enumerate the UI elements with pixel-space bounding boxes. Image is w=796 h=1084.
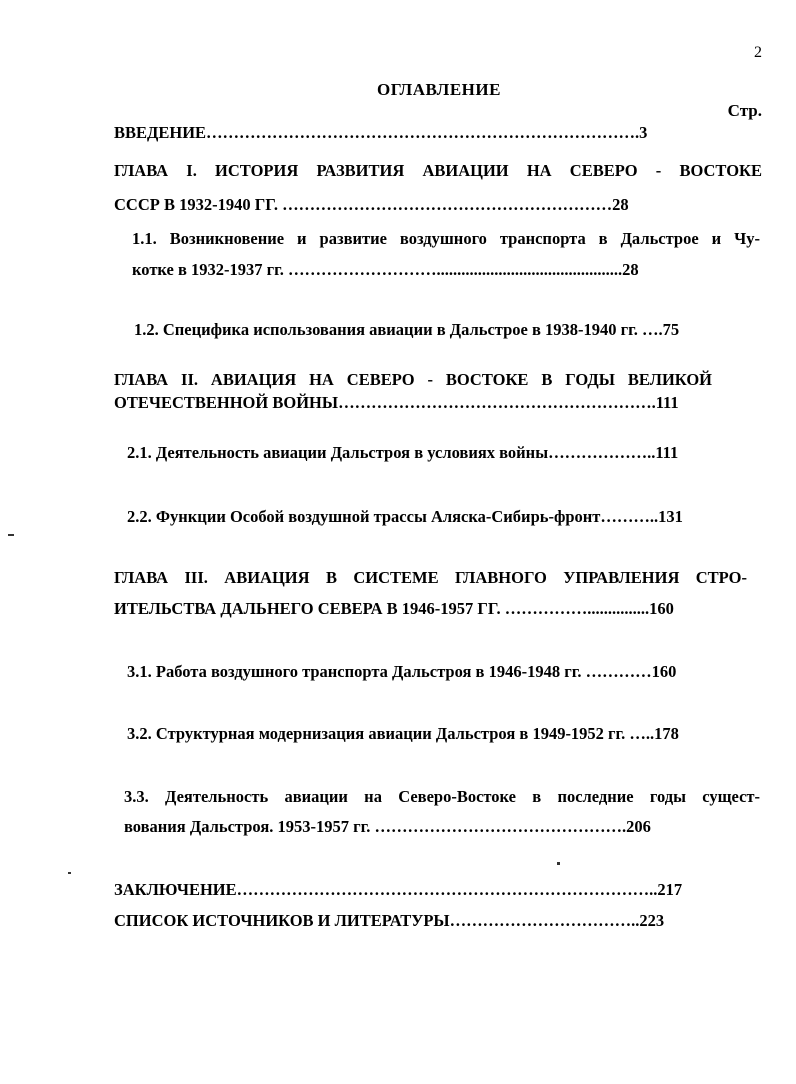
toc-section-2-2: 2.2. Функции Особой воздушной трассы Аляска-Сибирь-фронт………..131	[127, 507, 683, 526]
toc-section-1-1-line-1: 1.1. Возникновение и развитие воздушного транспорта в Дальстрое и Чу-	[132, 229, 760, 248]
toc-section-1-1-line-2: котке в 1932-1937 гг. ……………………….............................................28	[132, 260, 639, 279]
toc-chapter-2-line-2: ОТЕЧЕСТВЕННОЙ ВОЙНЫ………………………………………………….111	[114, 393, 679, 412]
scan-speck	[68, 872, 71, 874]
toc-chapter-1-line-2: СССР В 1932-1940 ГГ. ……………………………………………………28	[114, 195, 629, 214]
toc-chapter-3-line-2: ИТЕЛЬСТВА ДАЛЬНЕГО СЕВЕРА В 1946-1957 ГГ. ……………...............160	[114, 599, 674, 618]
toc-title: ОГЛАВЛЕНИЕ	[377, 80, 501, 99]
page-number: 2	[754, 44, 762, 61]
page-column-header: Стр.	[727, 101, 762, 120]
toc-entry-conclusion: ЗАКЛЮЧЕНИЕ…………………………………………………………………..217	[114, 880, 683, 899]
toc-section-3-3-line-1: 3.3. Деятельность авиации на Северо-Востоке в последние годы сущест-	[124, 787, 760, 806]
toc-section-3-3-line-2: вования Дальстроя. 1953-1957 гг. ……………………………………….206	[124, 817, 651, 836]
toc-section-3-2: 3.2. Структурная модернизация авиации Дальстроя в 1949-1952 гг. …..178	[127, 724, 679, 743]
toc-entry-introduction: ВВЕДЕНИЕ…………………………………………………………………….3	[114, 123, 648, 142]
toc-chapter-3-line-1: ГЛАВА III. АВИАЦИЯ В СИСТЕМЕ ГЛАВНОГО УПРАВЛЕНИЯ СТРО-	[114, 568, 747, 587]
toc-entry-bibliography: СПИСОК ИСТОЧНИКОВ И ЛИТЕРАТУРЫ……………………………..223	[114, 911, 665, 930]
toc-chapter-2-line-1: ГЛАВА II. АВИАЦИЯ НА СЕВЕРО - ВОСТОКЕ В ГОДЫ ВЕЛИКОЙ	[114, 370, 712, 389]
toc-chapter-1-line-1: ГЛАВА I. ИСТОРИЯ РАЗВИТИЯ АВИАЦИИ НА СЕВЕРО - ВОСТОКЕ	[114, 161, 762, 180]
scan-speck	[8, 534, 14, 536]
toc-section-1-2: 1.2. Специфика использования авиации в Дальстрое в 1938-1940 гг. ….75	[134, 320, 680, 339]
toc-section-3-1: 3.1. Работа воздушного транспорта Дальстроя в 1946-1948 гг. …………160	[127, 662, 677, 681]
scan-speck	[557, 862, 560, 865]
toc-section-2-1: 2.1. Деятельность авиации Дальстроя в условиях войны………………..111	[127, 443, 679, 462]
